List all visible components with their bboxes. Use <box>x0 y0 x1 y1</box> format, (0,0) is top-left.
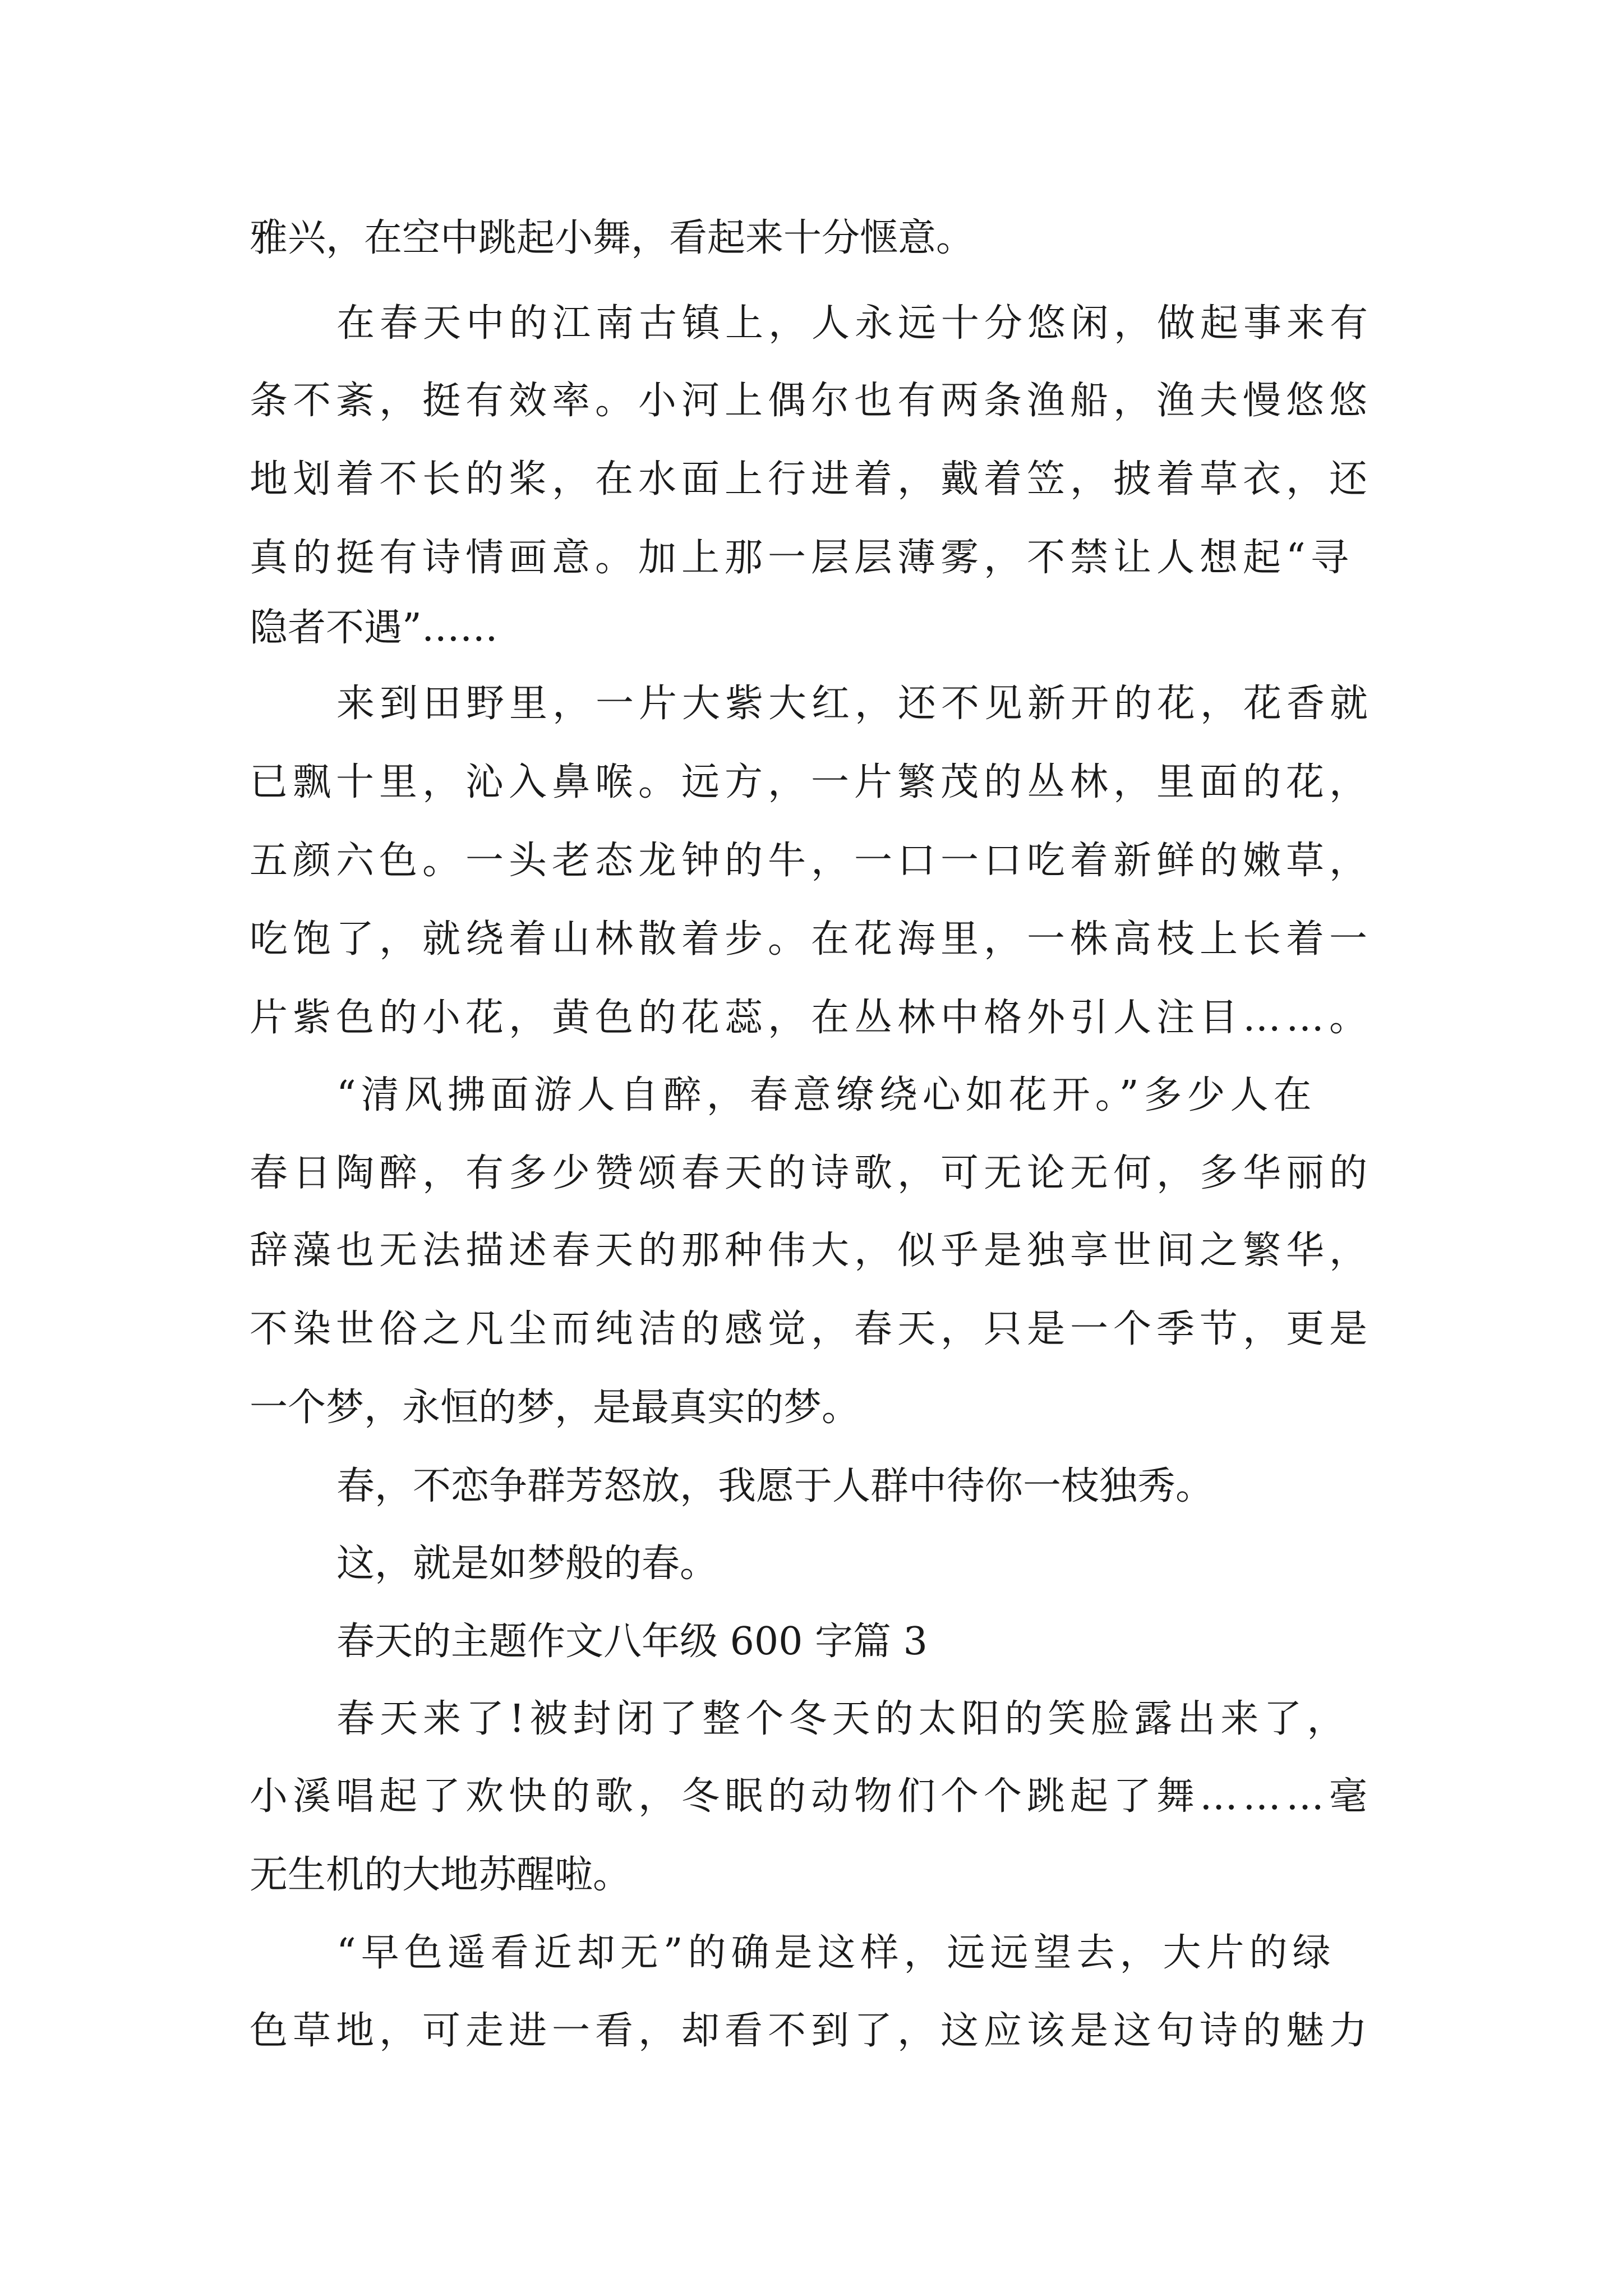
text-line-15: 不染世俗之凡尘而纯洁的感觉，春天，只是一个季节，更是 <box>250 1307 1373 1351</box>
section-heading: 春天的主题作文八年级 600 字篇 3 <box>336 1619 928 1664</box>
text-line-20: 小溪唱起了欢快的歌，冬眠的动物们个个跳起了舞………毫 <box>250 1774 1373 1819</box>
text-line-10: 吃饱了，就绕着山林散着步。在花海里，一株高枝上长着一 <box>250 917 1373 961</box>
text-line-6: 隐者不遇”…… <box>250 606 498 650</box>
text-line-7: 来到田野里，一片大紫大红，还不见新开的花，花香就 <box>336 682 1373 726</box>
text-line-17: 春，不恋争群芳怒放，我愿于人群中待你一枝独秀。 <box>336 1464 1214 1508</box>
text-line-1: 雅兴，在空中跳起小舞，看起来十分惬意。 <box>250 216 975 260</box>
text-line-13: 春日陶醉，有多少赞颂春天的诗歌，可无论无何，多华丽的 <box>250 1151 1373 1195</box>
text-line-21: 无生机的大地苏醒啦。 <box>250 1853 631 1897</box>
text-line-3: 条不紊，挺有效率。小河上偶尔也有两条渔船，渔夫慢悠悠 <box>250 379 1373 423</box>
text-line-9: 五颜六色。一头老态龙钟的牛，一口一口吃着新鲜的嫩草， <box>250 839 1373 883</box>
text-line-23: 色草地，可走进一看，却看不到了，这应该是这句诗的魅力 <box>250 2009 1373 2053</box>
text-line-8: 已飘十里，沁入鼻喉。远方，一片繁茂的丛林，里面的花， <box>250 760 1373 804</box>
text-line-18: 这，就是如梦般的春。 <box>336 1542 718 1586</box>
text-line-11: 片紫色的小花，黄色的花蕊，在丛林中格外引人注目……。 <box>250 996 1373 1040</box>
text-line-19: 春天来了!被封闭了整个冬天的太阳的笑脸露出来了， <box>336 1697 1350 1741</box>
text-line-5: 真的挺有诗情画意。加上那一层层薄雾，不禁让人想起“寻 <box>250 536 1354 580</box>
text-line-22: “早色遥看近却无”的确是这样，远远望去，大片的绿 <box>336 1931 1336 1975</box>
text-line-14: 辞藻也无法描述春天的那种伟大，似乎是独享世间之繁华， <box>250 1228 1373 1273</box>
text-line-2: 在春天中的江南古镇上，人永远十分悠闲，做起事来有 <box>336 301 1373 346</box>
text-line-16: 一个梦，永恒的梦，是最真实的梦。 <box>250 1386 860 1430</box>
text-line-4: 地划着不长的桨，在水面上行进着，戴着笠，披着草衣，还 <box>250 457 1373 501</box>
text-line-12: “清风拂面游人自醉，春意缭绕心如花开。”多少人在 <box>336 1073 1317 1117</box>
